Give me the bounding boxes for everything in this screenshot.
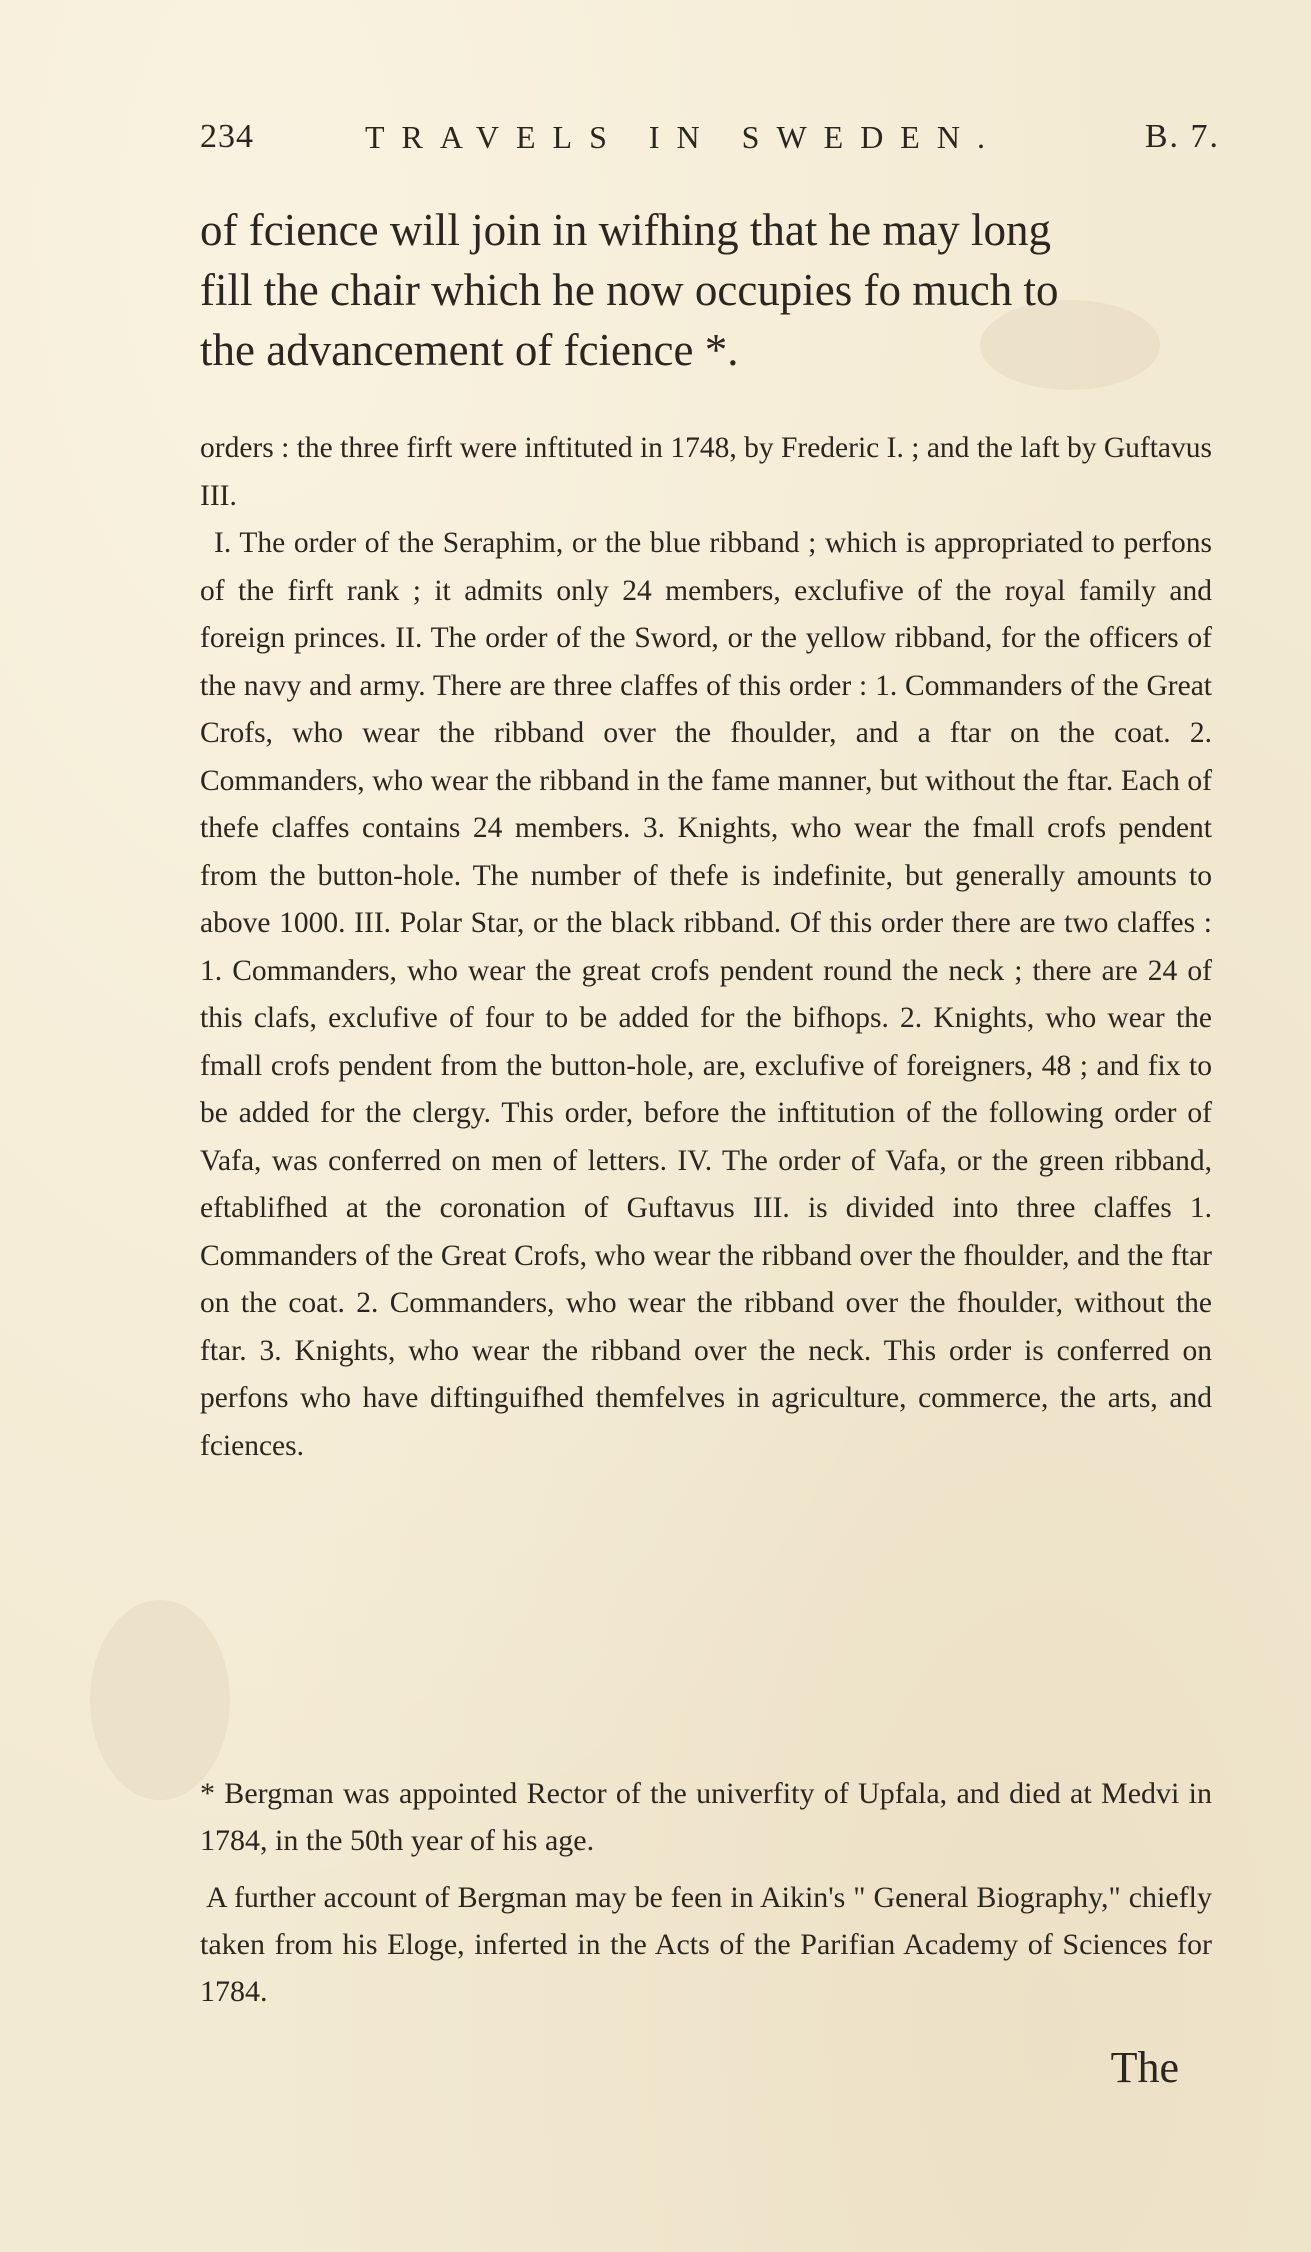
continued-footnote (200, 425, 1212, 1470)
catchword: The (1110, 2043, 1179, 2092)
main-paragraph (200, 200, 1215, 380)
section-marker: B. 7. (1144, 118, 1220, 155)
note-paragraph: I. The order of the Seraphim, or the blue ribband ; which is appropriated to perfons of the firft rank ; it admits only 24 members, exclufive of the royal family and foreign princes. II. The order of the Sword, or the yellow ribband, for the officers of the navy and army. There are three claffes of this order : 1. Commanders of the Great Crofs, who wear the ribband over the fhoulder, and a ftar on the coat. 2. Commanders, who wear the ribband in the fame manner, but without the ftar. Each of thefe claffes contains 24 members. 3. Knights, who wear the fmall crofs pendent from the button-hole. The number of thefe is indefinite, but generally amounts to above 1000. III. Polar Star, or the black ribband. Of this order there are two claffes : 1. Commanders, who wear the great crofs pendent round the neck ; there are 24 of this clafs, exclufive of four to be added for the bifhops. 2. Knights, who wear the fmall crofs pendent from the button-hole, are, exclufive of foreigners, 48 ; and fix to be added for the clergy. This order, before the inftitution of the following order of Vafa, was conferred on men of letters. IV. The order of Vafa, or the green ribband, eftablifhed at the coronation of Guftavus III. is divided into three claffes 1. Commanders of the Great Crofs, who wear the ribband over the fhoulder, and the ftar on the coat. 2. Commanders, who wear the ribband over the fhoulder, without the ftar. 3. Knights, who wear the ribband over the neck. This order is conferred on perfons who have diftinguifhed themfelves in agriculture, commerce, the arts, and fciences. (200, 527, 1212, 1462)
running-header (200, 112, 1220, 162)
note-paragraph: orders : the three firft were inftituted in 1748, by Frederic I. ; and the laft by Guftavus III. (200, 432, 1212, 512)
main-line: the advancement of fcience *. (200, 325, 739, 375)
page-number: 234 (200, 118, 254, 155)
main-line: fill the chair which he now occupies fo much to (200, 265, 1059, 315)
main-line: of fcience will join in wifhing that he may long (200, 205, 1052, 255)
footnotes (200, 1770, 1212, 2025)
footnote-further-account: A further account of Bergman may be feen in Aikin's " General Biography," chiefly taken from his Eloge, inferted in the Acts of the Parifian Academy of Sciences for 1784. (200, 1881, 1212, 2008)
footnote-bergman: * Bergman was appointed Rector of the univerfity of Upfala, and died at Medvi in 1784, in the 50th year of his age. (200, 1777, 1212, 1857)
running-title: TRAVELS IN SWEDEN. (365, 119, 1002, 155)
